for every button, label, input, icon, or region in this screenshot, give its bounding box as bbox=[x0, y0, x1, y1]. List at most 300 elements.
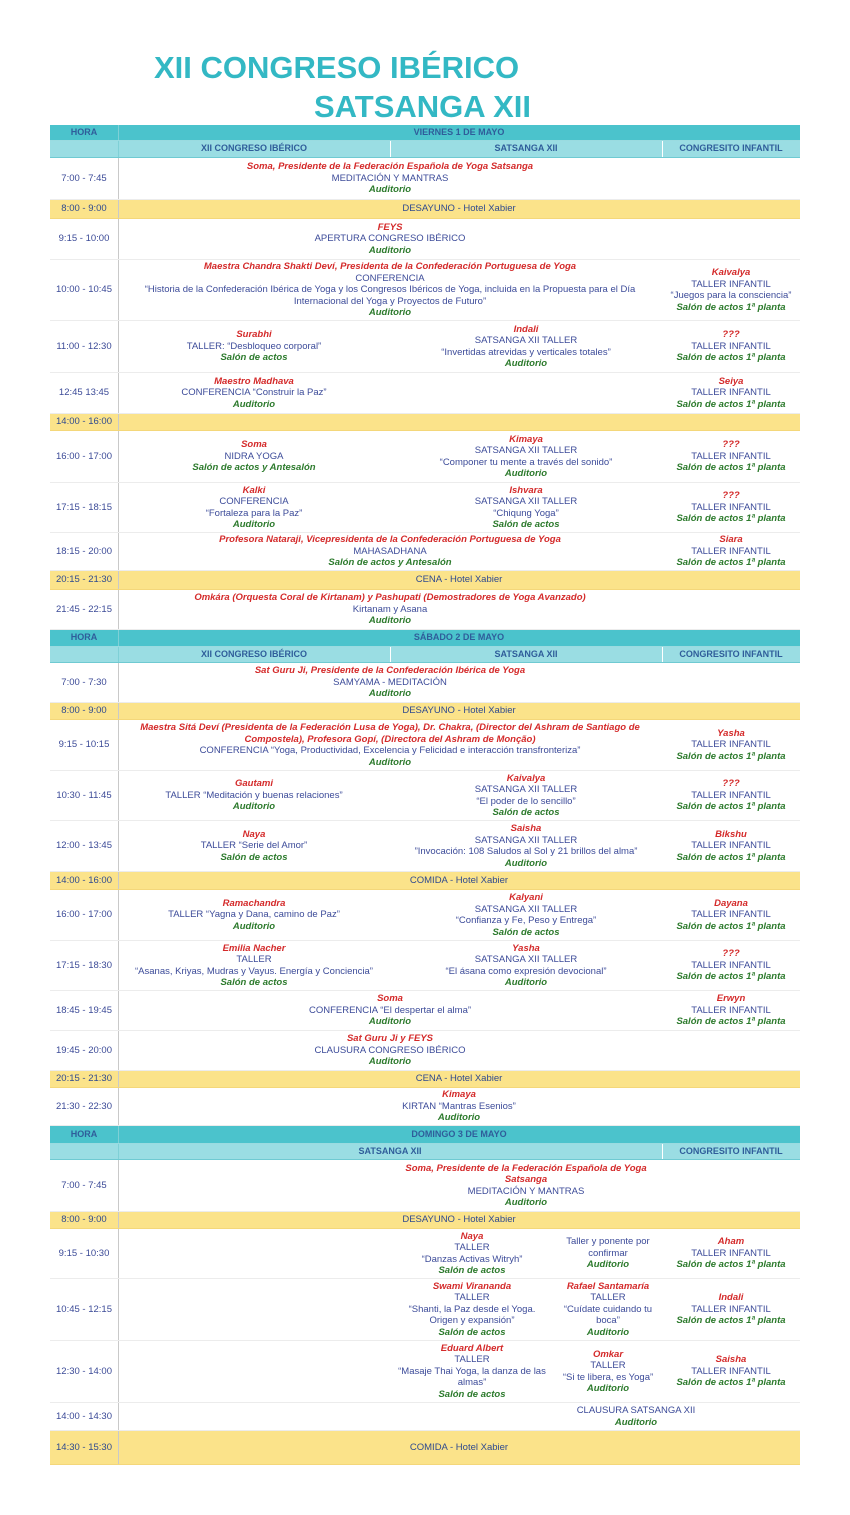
speaker-name: Ishvara bbox=[509, 484, 543, 496]
speaker-name: Yasha bbox=[512, 942, 540, 954]
time-cell bbox=[50, 373, 119, 413]
cell-text: SATSANGA XII TALLER bbox=[474, 834, 578, 846]
session-cell bbox=[390, 890, 662, 940]
time-cell bbox=[50, 1031, 119, 1070]
session-cell bbox=[118, 890, 390, 940]
session-cell bbox=[118, 1071, 800, 1087]
cell-text: 21:45 - 22:15 bbox=[56, 603, 112, 615]
speaker-name: Soma bbox=[241, 439, 267, 451]
cell-text: 18:15 - 20:00 bbox=[56, 545, 112, 557]
cell-text: TALLER INFANTIL bbox=[691, 840, 771, 852]
cell-text: TALLER “Serie del Amor” bbox=[200, 840, 308, 852]
speaker-name: FEYS bbox=[377, 221, 403, 233]
cell-text: DESAYUNO - Hotel Xabier bbox=[402, 1214, 516, 1226]
cell-text: TALLER INFANTIL bbox=[691, 1247, 771, 1259]
time-cell bbox=[50, 1144, 119, 1159]
speaker-name: Soma, Presidente de la Federación Española de Yoga bbox=[405, 1162, 647, 1174]
cell-text: “Shanti, la Paz desde el Yoga. bbox=[408, 1303, 536, 1315]
session-cell bbox=[118, 125, 800, 140]
location-text: Salón de actos 1ª planta bbox=[676, 1259, 786, 1271]
cell-text: 20:15 - 21:30 bbox=[56, 574, 112, 586]
cell-text: 9:15 - 10:15 bbox=[58, 739, 110, 751]
speaker-name: Naya bbox=[242, 828, 266, 840]
location-text: Auditorio bbox=[368, 184, 412, 196]
time-cell bbox=[50, 647, 119, 662]
speaker-name: Saisha bbox=[715, 1354, 747, 1366]
cell-text: NIDRA YOGA bbox=[224, 450, 284, 462]
session-cell bbox=[390, 1160, 662, 1211]
cell-text: 8:00 - 9:00 bbox=[61, 705, 107, 717]
time-cell bbox=[50, 431, 119, 482]
cell-text: TALLER INFANTIL bbox=[691, 1303, 771, 1315]
session-cell bbox=[118, 941, 390, 990]
location-text: Salón de actos 1ª planta bbox=[676, 462, 786, 474]
table-row bbox=[50, 663, 800, 703]
location-text: Salón de actos bbox=[438, 1265, 506, 1276]
session-cell bbox=[500, 1403, 772, 1430]
session-cell bbox=[662, 533, 800, 570]
cell-text: MAHASADHANA bbox=[353, 545, 427, 557]
table-row bbox=[50, 260, 800, 321]
table-row bbox=[50, 821, 800, 872]
cell-text: TALLER INFANTIL bbox=[691, 909, 771, 921]
table-row bbox=[50, 1403, 800, 1431]
session-cell bbox=[118, 200, 800, 218]
time-cell bbox=[50, 158, 119, 199]
session-cell bbox=[390, 1229, 554, 1278]
table-row bbox=[50, 1341, 800, 1403]
location-text: Auditorio bbox=[232, 519, 276, 530]
speaker-name: Kaivalya bbox=[506, 772, 546, 784]
cell-text: 14:00 - 16:00 bbox=[56, 874, 112, 886]
session-cell bbox=[554, 1229, 662, 1278]
session-cell bbox=[118, 1144, 663, 1159]
location-text: Auditorio bbox=[586, 1326, 630, 1338]
cell-text: CONFERENCIA bbox=[219, 496, 289, 507]
session-cell bbox=[118, 771, 390, 820]
cell-text: SATSANGA XII bbox=[358, 1145, 422, 1156]
cell-text: SATSANGA XII TALLER bbox=[474, 954, 578, 965]
cell-text: boca” bbox=[596, 1315, 620, 1327]
speaker-name: Soma bbox=[377, 993, 403, 1005]
table-row bbox=[50, 1160, 800, 1212]
speaker-name: Surabhi bbox=[236, 329, 272, 341]
day-header-row bbox=[50, 125, 800, 141]
cell-text: TALLER bbox=[454, 1292, 490, 1304]
cell-text: 8:00 - 9:00 bbox=[61, 203, 107, 215]
speaker-name: Satsanga bbox=[504, 1174, 548, 1185]
column-header-row bbox=[50, 1144, 800, 1160]
session-cell bbox=[662, 260, 800, 320]
cell-text: SÁBADO 2 DE MAYO bbox=[413, 632, 505, 643]
time-cell bbox=[50, 1160, 119, 1211]
location-text: Salón de actos bbox=[220, 977, 288, 988]
cell-text: 14:30 - 15:30 bbox=[56, 1441, 112, 1453]
speaker-name: Siara bbox=[719, 534, 743, 546]
cell-text: TALLER INFANTIL bbox=[691, 278, 771, 290]
session-cell bbox=[118, 720, 662, 770]
time-cell bbox=[50, 571, 119, 589]
cell-text: SATSANGA XII TALLER bbox=[474, 784, 578, 795]
cell-text: TALLER INFANTIL bbox=[691, 739, 771, 751]
speaker-name: Kimaya bbox=[442, 1089, 476, 1101]
session-cell bbox=[118, 590, 662, 629]
cell-text: MEDITACIÓN Y MANTRAS bbox=[467, 1185, 585, 1197]
cell-text: CENA - Hotel Xabier bbox=[415, 1073, 503, 1085]
cell-text: “Chiqung Yoga” bbox=[493, 507, 559, 519]
speaker-name: Seiya bbox=[718, 375, 744, 387]
cell-text: “Fortaleza para la Paz” bbox=[205, 507, 303, 519]
cell-text: 10:30 - 11:45 bbox=[56, 789, 112, 801]
cell-text: TALLER INFANTIL bbox=[691, 545, 771, 557]
location-text: Salón de actos 1ª planta bbox=[676, 920, 786, 932]
location-text: Salón de actos bbox=[220, 851, 288, 863]
time-cell bbox=[50, 260, 119, 320]
speaker-name: Profesora Nataraji, Vicepresidenta de la Confederación Portuguesa de Yoga bbox=[219, 534, 561, 546]
time-cell bbox=[50, 991, 119, 1030]
cell-text: TALLER INFANTIL bbox=[691, 387, 771, 399]
cell-text: 19:45 - 20:00 bbox=[56, 1044, 112, 1056]
location-text: Salón de actos 1ª planta bbox=[676, 801, 786, 813]
location-text: Salón de actos y Antesalón bbox=[328, 557, 452, 569]
cell-text: TALLER bbox=[590, 1292, 626, 1304]
table-row bbox=[50, 158, 800, 200]
time-cell bbox=[50, 703, 119, 719]
break-row bbox=[50, 200, 800, 219]
cell-text: TALLER INFANTIL bbox=[691, 1365, 771, 1377]
location-text: Salón de actos bbox=[220, 352, 288, 364]
session-cell bbox=[390, 647, 663, 662]
cell-text: COMIDA - Hotel Xabier bbox=[409, 874, 509, 886]
location-text: Salón de actos 1ª planta bbox=[676, 971, 786, 983]
session-cell bbox=[118, 872, 800, 889]
speaker-name: Eduard Albert bbox=[440, 1342, 504, 1354]
location-text: Salón de actos 1ª planta bbox=[676, 352, 786, 364]
speaker-name: Yasha bbox=[717, 727, 745, 739]
location-text: Auditorio bbox=[504, 358, 548, 369]
speaker-name: Emilia Nacher bbox=[222, 942, 286, 954]
table-row bbox=[50, 1031, 800, 1071]
cell-text: SATSANGA XII TALLER bbox=[474, 903, 578, 915]
cell-text: “El ásana como expresión devocional” bbox=[445, 965, 607, 977]
location-text: Auditorio bbox=[368, 688, 412, 700]
cell-text: DESAYUNO - Hotel Xabier bbox=[402, 705, 516, 717]
cell-text: “Invertidas atrevidas y verticales totales” bbox=[441, 346, 611, 358]
speaker-name: Bikshu bbox=[715, 828, 747, 840]
cell-text: SATSANGA XII TALLER bbox=[474, 445, 578, 456]
table-row bbox=[50, 590, 800, 630]
speaker-name: Omkar bbox=[592, 1348, 624, 1360]
location-text: Auditorio bbox=[368, 244, 412, 256]
location-text: Auditorio bbox=[504, 1197, 548, 1208]
table-row bbox=[50, 219, 800, 260]
speaker-name: Sat Guru Ji y FEYS bbox=[346, 1033, 434, 1045]
time-cell bbox=[50, 890, 119, 940]
location-text: Auditorio bbox=[504, 468, 548, 479]
session-cell bbox=[662, 941, 800, 990]
speaker-name: Compostela), Profesora Gopí, (Directora del Ashram de Monção) bbox=[244, 733, 536, 745]
location-text: Salón de actos 1ª planta bbox=[676, 301, 786, 313]
break-row bbox=[50, 872, 800, 890]
session-cell bbox=[118, 1031, 662, 1070]
time-cell bbox=[50, 771, 119, 820]
session-cell bbox=[390, 771, 662, 820]
location-text: Auditorio bbox=[437, 1112, 481, 1124]
location-text: Salón de actos bbox=[492, 807, 560, 818]
cell-text: TALLER bbox=[236, 954, 272, 965]
cell-text: SATSANGA XII TALLER bbox=[474, 496, 578, 507]
session-cell bbox=[118, 647, 391, 662]
location-text: Auditorio bbox=[368, 1056, 412, 1068]
cell-text: SAMYAMA - MEDITACIÓN bbox=[333, 676, 447, 688]
session-cell bbox=[662, 1279, 800, 1340]
cell-text: KIRTAN “Mantras Esenios” bbox=[402, 1100, 516, 1112]
session-cell bbox=[118, 991, 662, 1030]
speaker-name: Maestra Sitá Deví (Presidenta de la Federación Lusa de Yoga), Dr. Chakra, (Director del Ashram de Santiago de bbox=[140, 722, 640, 733]
table-row bbox=[50, 991, 800, 1031]
cell-text: ”Invocación: 108 Saludos al Sol y 21 brillos del alma” bbox=[414, 846, 638, 857]
session-cell bbox=[118, 1212, 800, 1228]
speaker-name: Soma, Presidente de la Federación Española de Yoga Satsanga bbox=[246, 161, 534, 173]
session-cell bbox=[662, 483, 800, 532]
location-text: Salón de actos 1ª planta bbox=[676, 513, 786, 525]
cell-text: CLAUSURA CONGRESO IBÉRICO bbox=[314, 1044, 466, 1056]
speaker-name: Kaivalya bbox=[711, 267, 751, 278]
session-cell bbox=[390, 1341, 554, 1402]
session-cell bbox=[118, 630, 800, 646]
location-text: Salón de actos 1ª planta bbox=[676, 1377, 786, 1389]
cell-text: almas” bbox=[457, 1377, 487, 1389]
session-cell bbox=[118, 321, 390, 372]
cell-text: Origen y expansión” bbox=[429, 1315, 515, 1327]
session-cell bbox=[118, 158, 662, 199]
cell-text: CLAUSURA SATSANGA XII bbox=[576, 1405, 696, 1416]
speaker-name: Sat Guru Ji, Presidente de la Confederación Ibérica de Yoga bbox=[254, 665, 526, 677]
table-row bbox=[50, 941, 800, 991]
cell-text: HORA bbox=[70, 1128, 98, 1139]
speaker-name: Aham bbox=[717, 1236, 745, 1248]
time-cell bbox=[50, 483, 119, 532]
location-text: Auditorio bbox=[368, 615, 412, 627]
cell-text: MEDITACIÓN Y MANTRAS bbox=[331, 172, 449, 184]
session-cell bbox=[390, 821, 662, 871]
time-cell bbox=[50, 1088, 119, 1125]
table-row bbox=[50, 890, 800, 941]
session-cell bbox=[662, 1341, 800, 1402]
session-cell bbox=[554, 1341, 662, 1402]
location-text: Auditorio bbox=[586, 1383, 630, 1394]
time-cell bbox=[50, 1212, 119, 1228]
location-text: Auditorio bbox=[504, 977, 548, 988]
session-cell bbox=[390, 141, 663, 157]
session-cell bbox=[662, 647, 800, 662]
time-cell bbox=[50, 872, 119, 889]
time-cell bbox=[50, 720, 119, 770]
location-text: Salón de actos 1ª planta bbox=[676, 557, 786, 569]
break-row bbox=[50, 571, 800, 590]
session-cell bbox=[662, 1229, 800, 1278]
cell-text: DOMINGO 3 DE MAYO bbox=[411, 1128, 507, 1139]
cell-text: SATSANGA XII bbox=[494, 143, 558, 154]
cell-text: “Masaje Thai Yoga, la danza de las bbox=[398, 1365, 546, 1377]
session-cell bbox=[118, 141, 391, 157]
cell-text: CONGRESITO INFANTIL bbox=[679, 1145, 783, 1156]
location-text: Salón de actos bbox=[492, 926, 560, 938]
location-text: Auditorio bbox=[586, 1259, 630, 1271]
cell-text: 10:00 - 10:45 bbox=[56, 284, 112, 296]
cell-text: 18:45 - 19:45 bbox=[56, 1004, 112, 1016]
session-cell bbox=[662, 321, 800, 372]
speaker-name: Indali bbox=[513, 323, 539, 335]
cell-text: 20:15 - 21:30 bbox=[56, 1073, 112, 1085]
speaker-name: ??? bbox=[722, 490, 740, 502]
day-header-row bbox=[50, 1126, 800, 1144]
speaker-name: Indali bbox=[718, 1292, 744, 1304]
session-cell bbox=[662, 373, 800, 413]
session-cell bbox=[390, 483, 662, 532]
column-header-row bbox=[50, 647, 800, 663]
session-cell bbox=[662, 1144, 800, 1159]
cell-text: 17:15 - 18:30 bbox=[56, 959, 112, 971]
speaker-name: Swami Virananda bbox=[432, 1280, 512, 1292]
cell-text: 16:00 - 17:00 bbox=[56, 909, 112, 921]
location-text: Auditorio bbox=[232, 398, 276, 410]
cell-text: “Danzas Activas Witryh” bbox=[421, 1253, 523, 1265]
location-text: Auditorio bbox=[368, 307, 412, 319]
speaker-name: Rafael Santamaría bbox=[566, 1280, 650, 1292]
cell-text: TALLER bbox=[454, 1354, 490, 1366]
cell-text: TALLER bbox=[454, 1242, 490, 1253]
speaker-name: Ramachandra bbox=[222, 897, 286, 909]
cell-text: “Asanas, Kriyas, Mudras y Vayus. Energía y Conciencia” bbox=[135, 965, 373, 977]
session-cell bbox=[118, 703, 800, 719]
cell-text: 9:15 - 10:30 bbox=[58, 1247, 110, 1259]
location-text: Salón de actos 1ª planta bbox=[676, 851, 786, 863]
session-cell bbox=[662, 141, 800, 157]
table-row bbox=[50, 1088, 800, 1126]
session-cell bbox=[118, 821, 390, 871]
speaker-name: Omkára (Orquesta Coral de Kirtanam) y Pashupati (Demostradores de Yoga Avanzado) bbox=[194, 592, 586, 604]
time-cell bbox=[50, 1341, 119, 1402]
speaker-name: Saisha bbox=[510, 823, 542, 834]
session-cell bbox=[118, 431, 390, 482]
table-row bbox=[50, 431, 800, 483]
location-text: Salón de actos bbox=[438, 1388, 506, 1400]
cell-text: 7:00 - 7:45 bbox=[61, 172, 107, 184]
cell-text: VIERNES 1 DE MAYO bbox=[413, 126, 505, 137]
speaker-name: Maestra Chandra Shakti Deví, Presidenta de la Confederación Portuguesa de Yoga bbox=[203, 261, 577, 273]
cell-text: 10:45 - 12:15 bbox=[56, 1303, 112, 1315]
session-cell bbox=[118, 1126, 800, 1143]
time-cell bbox=[50, 1126, 119, 1143]
session-cell bbox=[390, 1279, 554, 1340]
cell-text: 12:00 - 13:45 bbox=[56, 840, 112, 852]
session-cell bbox=[118, 533, 662, 570]
cell-text: Internacional del Yoga y Proyectos de Futuro” bbox=[293, 295, 487, 307]
location-text: Auditorio bbox=[368, 756, 412, 768]
session-cell bbox=[390, 941, 662, 990]
session-cell bbox=[390, 321, 662, 372]
cell-text: TALLER INFANTIL bbox=[691, 789, 771, 801]
location-text: Auditorio bbox=[232, 801, 276, 813]
cell-text: COMIDA - Hotel Xabier bbox=[409, 1441, 509, 1453]
cell-text: CONGRESITO INFANTIL bbox=[679, 143, 783, 154]
speaker-name: Maestro Madhava bbox=[214, 375, 294, 387]
location-text: Auditorio bbox=[614, 1416, 658, 1428]
cell-text: XII CONGRESO IBÉRICO bbox=[200, 648, 307, 659]
session-cell bbox=[118, 483, 390, 532]
cell-text: 21:30 - 22:30 bbox=[56, 1100, 112, 1112]
cell-text: TALLER: “Desbloqueo corporal” bbox=[186, 340, 322, 352]
location-text: Salón de actos bbox=[438, 1326, 506, 1338]
time-cell bbox=[50, 1403, 119, 1430]
cell-text: 12:45 13:45 bbox=[58, 387, 110, 399]
time-cell bbox=[50, 321, 119, 372]
cell-text: 16:00 - 17:00 bbox=[56, 450, 112, 462]
time-cell bbox=[50, 200, 119, 218]
table-row bbox=[50, 533, 800, 571]
session-cell bbox=[118, 1088, 800, 1125]
cell-text: APERTURA CONGRESO IBÉRICO bbox=[314, 233, 466, 245]
cell-text: HORA bbox=[70, 126, 98, 137]
session-cell bbox=[118, 571, 800, 589]
time-cell bbox=[50, 219, 119, 259]
table-row bbox=[50, 771, 800, 821]
time-cell bbox=[50, 821, 119, 871]
location-text: Salón de actos 1ª planta bbox=[676, 750, 786, 762]
session-cell bbox=[118, 1431, 800, 1464]
speaker-name: Naya bbox=[460, 1230, 484, 1242]
cell-text: DESAYUNO - Hotel Xabier bbox=[402, 203, 516, 215]
session-cell bbox=[662, 821, 800, 871]
cell-text: CENA - Hotel Xabier bbox=[415, 574, 503, 586]
location-text: Salón de actos 1ª planta bbox=[676, 1315, 786, 1327]
cell-text: TALLER “Yagna y Dana, camino de Paz” bbox=[168, 909, 340, 921]
time-cell bbox=[50, 590, 119, 629]
cell-text: 8:00 - 9:00 bbox=[61, 1214, 107, 1226]
speaker-name: ??? bbox=[722, 439, 740, 451]
session-cell bbox=[662, 771, 800, 820]
cell-text: 12:30 - 14:00 bbox=[56, 1365, 112, 1377]
speaker-name: ??? bbox=[722, 948, 740, 960]
location-text: Auditorio bbox=[504, 857, 548, 869]
cell-text: “Confianza y Fe, Peso y Entrega” bbox=[455, 915, 597, 926]
session-cell bbox=[390, 431, 662, 482]
cell-text: TALLER INFANTIL bbox=[691, 959, 771, 971]
cell-text: CONGRESITO INFANTIL bbox=[679, 648, 783, 659]
location-text: Salón de actos 1ª planta bbox=[676, 398, 786, 410]
speaker-name: Erwyn bbox=[716, 993, 746, 1005]
session-cell bbox=[662, 991, 800, 1030]
table-row bbox=[50, 483, 800, 533]
title-line-2: SATSANGA XII bbox=[314, 89, 532, 124]
session-cell bbox=[662, 720, 800, 770]
cell-text: “Componer tu mente a través del sonido” bbox=[439, 456, 613, 468]
session-cell bbox=[118, 219, 662, 259]
session-cell bbox=[662, 890, 800, 940]
cell-text: “Juegos para la consciencia” bbox=[670, 290, 792, 301]
break-row bbox=[50, 1212, 800, 1229]
title-line-1: XII CONGRESO IBÉRICO bbox=[154, 50, 520, 85]
time-cell bbox=[50, 533, 119, 570]
day-header-row bbox=[50, 630, 800, 647]
speaker-name: Dayana bbox=[714, 897, 748, 909]
speaker-name: ??? bbox=[722, 778, 740, 790]
cell-text: CONFERENCIA “Yoga, Productividad, Excelencia y Felicidad e interacción transfronteriza” bbox=[199, 745, 581, 756]
speaker-name: Kalyani bbox=[509, 892, 543, 903]
session-cell bbox=[554, 1279, 662, 1340]
time-cell bbox=[50, 414, 119, 430]
